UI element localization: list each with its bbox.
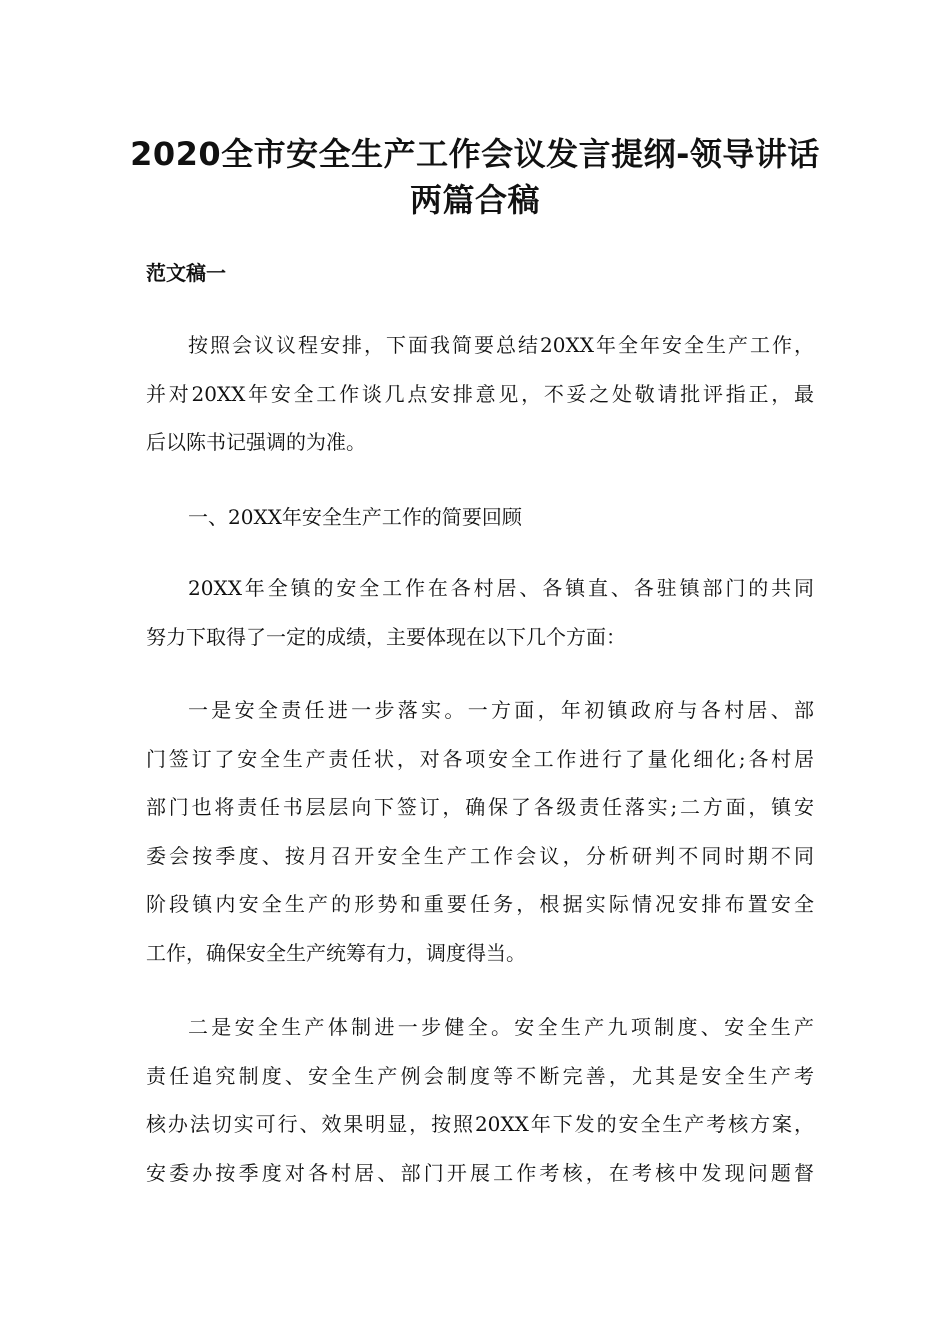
paragraph-line: 按照会议议程安排，下面我简要总结20XX年全年安全生产工作， xyxy=(188,333,814,357)
paragraph-overview xyxy=(146,564,814,661)
paragraph-line: 一是安全责任进一步落实。一方面，年初镇政府与各村居、部 xyxy=(188,698,814,722)
paragraph-line: 部门也将责任书层层向下签订，确保了各级责任落实;二方面，镇安 xyxy=(146,795,814,819)
title-line-1: 2020全市安全生产工作会议发言提纲-领导讲话 xyxy=(130,135,820,173)
paragraph-line: 后以陈书记强调的为准。 xyxy=(146,430,366,454)
paragraph-line: 阶段镇内安全生产的形势和重要任务，根据实际情况安排布置安全 xyxy=(146,892,814,916)
section-label: 范文稿一 xyxy=(146,261,226,285)
paragraph-line: 责任追究制度、安全生产例会制度等不断完善，尤其是安全生产考 xyxy=(146,1063,814,1088)
paragraph-line: 安委办按季度对各村居、部门开展工作考核，在考核中发现问题督 xyxy=(146,1160,814,1185)
paragraph-line: 一、20XX年安全生产工作的简要回顾 xyxy=(188,505,522,529)
paragraph-system xyxy=(146,1003,814,1197)
paragraph-line: 20XX年全镇的安全工作在各村居、各镇直、各驻镇部门的共同 xyxy=(188,576,814,600)
paragraph-intro xyxy=(146,321,814,467)
paragraph-heading-review xyxy=(146,493,814,542)
paragraph-line: 委会按季度、按月召开安全生产工作会议，分析研判不同时期不同 xyxy=(146,843,814,868)
document-title xyxy=(120,131,830,223)
paragraph-responsibility xyxy=(146,686,814,977)
paragraph-line: 工作，确保安全生产统筹有力，调度得当。 xyxy=(146,940,526,965)
paragraph-line: 并对20XX年安全工作谈几点安排意见，不妥之处敬请批评指正，最 xyxy=(146,381,814,406)
title-line-2: 两篇合稿 xyxy=(409,181,540,219)
paragraph-line: 努力下取得了一定的成绩，主要体现在以下几个方面： xyxy=(146,624,626,649)
paragraph-line: 二是安全生产体制进一步健全。安全生产九项制度、安全生产 xyxy=(188,1015,814,1039)
paragraph-line: 核办法切实可行、效果明显，按照20XX年下发的安全生产考核方案， xyxy=(146,1112,814,1136)
paragraph-line: 门签订了安全生产责任状，对各项安全工作进行了量化细化;各村居 xyxy=(146,746,814,771)
